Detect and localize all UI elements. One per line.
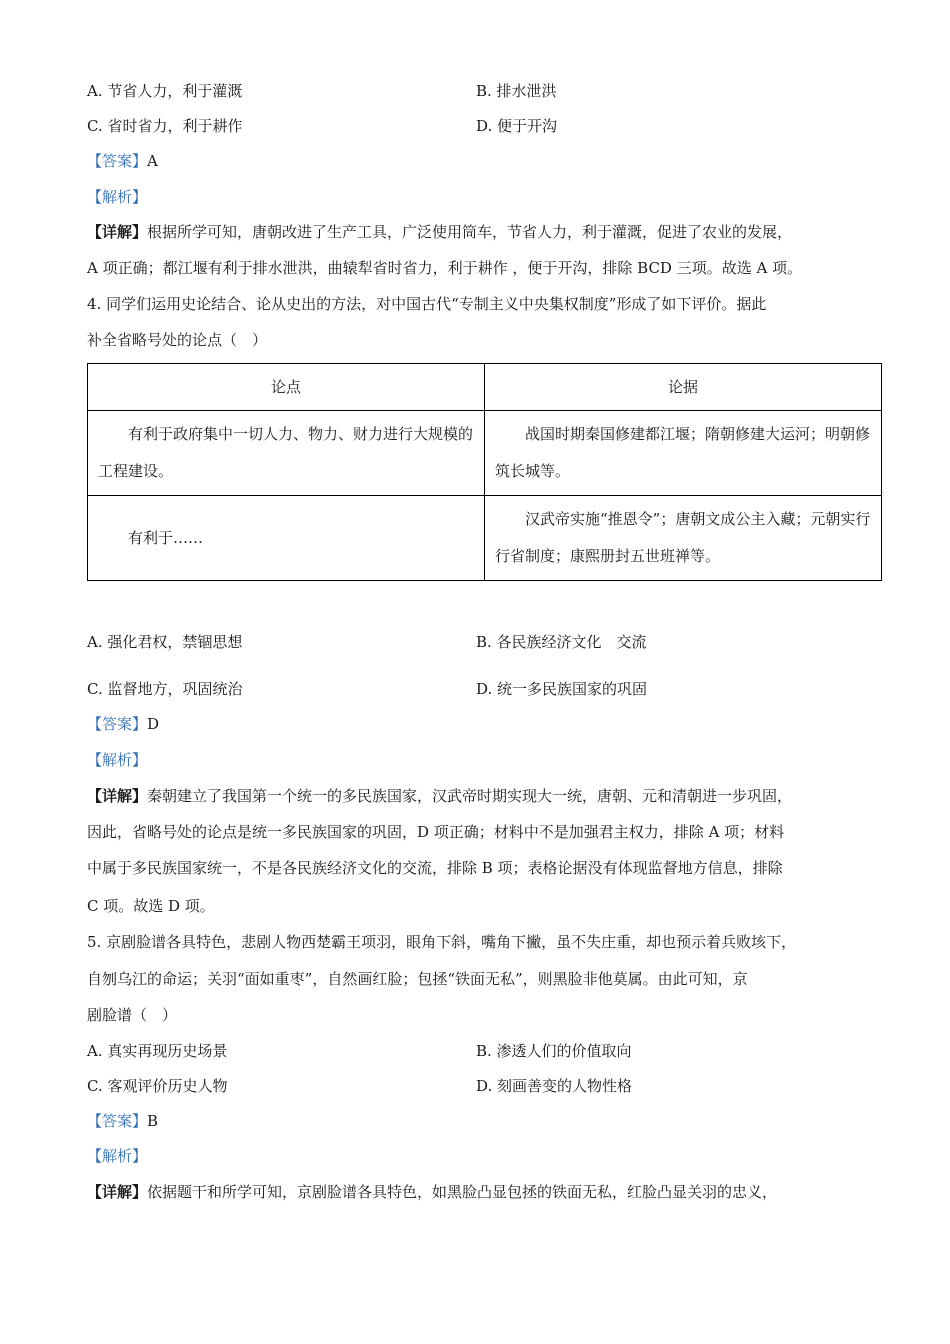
q5-option-d: D. 刻画善变的人物性格	[476, 1077, 633, 1095]
q4-option-c: C. 监督地方，巩固统治	[87, 680, 243, 698]
q4-detail-line-1	[87, 786, 792, 806]
q4-detail-line-3: 中属于多民族国家统一，不是各民族经济文化的交流，排除 B 项；表格论据没有体现监督地方信息，排除	[87, 859, 783, 877]
q5-option-a: A. 真实再现历史场景	[87, 1042, 228, 1060]
table-header-evidence: 论据	[485, 364, 882, 411]
q3-detail-line-2: A 项正确；都江堰有利于排水泄洪，曲辕犁省时省力，利于耕作 ，便于开沟，排除 BCD 三项。故选 A 项。	[87, 259, 803, 277]
q4-analysis-tag: 【解析】	[87, 751, 148, 769]
table-header-row	[88, 364, 882, 411]
q4-option-b: B. 各民族经济文化 交流	[476, 633, 647, 651]
answer-tag: 【答案】	[87, 1112, 148, 1130]
table-header-argument: 论点	[88, 364, 485, 411]
argument-table	[87, 363, 882, 581]
q3-analysis-tag: 【解析】	[87, 188, 148, 206]
q4-detail-line-2: 因此，省略号处的论点是统一多民族国家的巩固，D 项正确；材料中不是加强君主权力，排除 A 项；材料	[87, 823, 785, 841]
q5-stem-line-3: 剧脸谱（ ）	[87, 1006, 178, 1024]
detail-text: 依据题干和所学可知，京剧脸谱各具特色，如黑脸凸显包拯的铁面无私，红脸凸显关羽的忠义，	[147, 1183, 778, 1201]
q5-answer	[87, 1111, 158, 1131]
detail-text: 秦朝建立了我国第一个统一的多民族国家，汉武帝时期实现大一统，唐朝、元和清朝进一步巩固，	[147, 787, 793, 805]
q3-option-b: B. 排水泄洪	[476, 82, 557, 100]
q5-stem-line-1: 5. 京剧脸谱各具特色，悲剧人物西楚霸王项羽，眼角下斜，嘴角下撇，虽不失庄重，却也预示着兵败垓下，	[87, 933, 797, 951]
detail-tag: 【详解】	[87, 787, 148, 805]
answer-tag: 【答案】	[87, 152, 148, 170]
table-cell-argument: 有利于……	[88, 496, 485, 581]
table-cell-evidence: 战国时期秦国修建都江堰；隋朝修建大运河；明朝修筑长城等。	[485, 411, 882, 496]
table-row	[88, 411, 882, 496]
detail-tag: 【详解】	[87, 223, 148, 241]
detail-tag: 【详解】	[87, 1183, 148, 1201]
answer-value: D	[147, 715, 160, 733]
q5-analysis-tag: 【解析】	[87, 1147, 148, 1165]
table-cell-evidence: 汉武帝实施“推恩令”；唐朝文成公主入藏；元朝实行行省制度；康熙册封五世班禅等。	[485, 496, 882, 581]
q5-option-c: C. 客观评价历史人物	[87, 1077, 228, 1095]
q4-stem-line-1: 4. 同学们运用史论结合、论从史出的方法，对中国古代“专制主义中央集权制度”形成了如下评价。据此	[87, 295, 767, 313]
q3-answer	[87, 151, 158, 171]
q4-option-a: A. 强化君权，禁锢思想	[87, 633, 243, 651]
q3-option-d: D. 便于开沟	[476, 117, 558, 135]
q3-option-a: A. 节省人力，利于灌溉	[87, 82, 243, 100]
q4-stem-line-2: 补全省略号处的论点（ ）	[87, 331, 268, 349]
q5-option-b: B. 渗透人们的价值取向	[476, 1042, 632, 1060]
table-cell-argument: 有利于政府集中一切人力、物力、财力进行大规模的工程建设。	[88, 411, 485, 496]
q5-detail-line-1	[87, 1182, 777, 1202]
answer-tag: 【答案】	[87, 715, 148, 733]
table-row	[88, 496, 882, 581]
q3-option-c: C. 省时省力，利于耕作	[87, 117, 243, 135]
answer-value: A	[147, 152, 158, 170]
detail-text: 根据所学可知，唐朝改进了生产工具，广泛使用筒车，节省人力，利于灌溉，促进了农业的发展，	[147, 223, 793, 241]
q4-answer	[87, 714, 159, 734]
q3-detail-line-1	[87, 222, 792, 242]
q4-detail-line-4: C 项。故选 D 项。	[87, 897, 215, 915]
q5-stem-line-2: 自刎乌江的命运；关羽“面如重枣”，自然画红脸；包拯“铁面无私”，则黑脸非他莫属。由此可知，京	[87, 970, 748, 988]
q4-option-d: D. 统一多民族国家的巩固	[476, 680, 648, 698]
answer-value: B	[147, 1112, 159, 1130]
